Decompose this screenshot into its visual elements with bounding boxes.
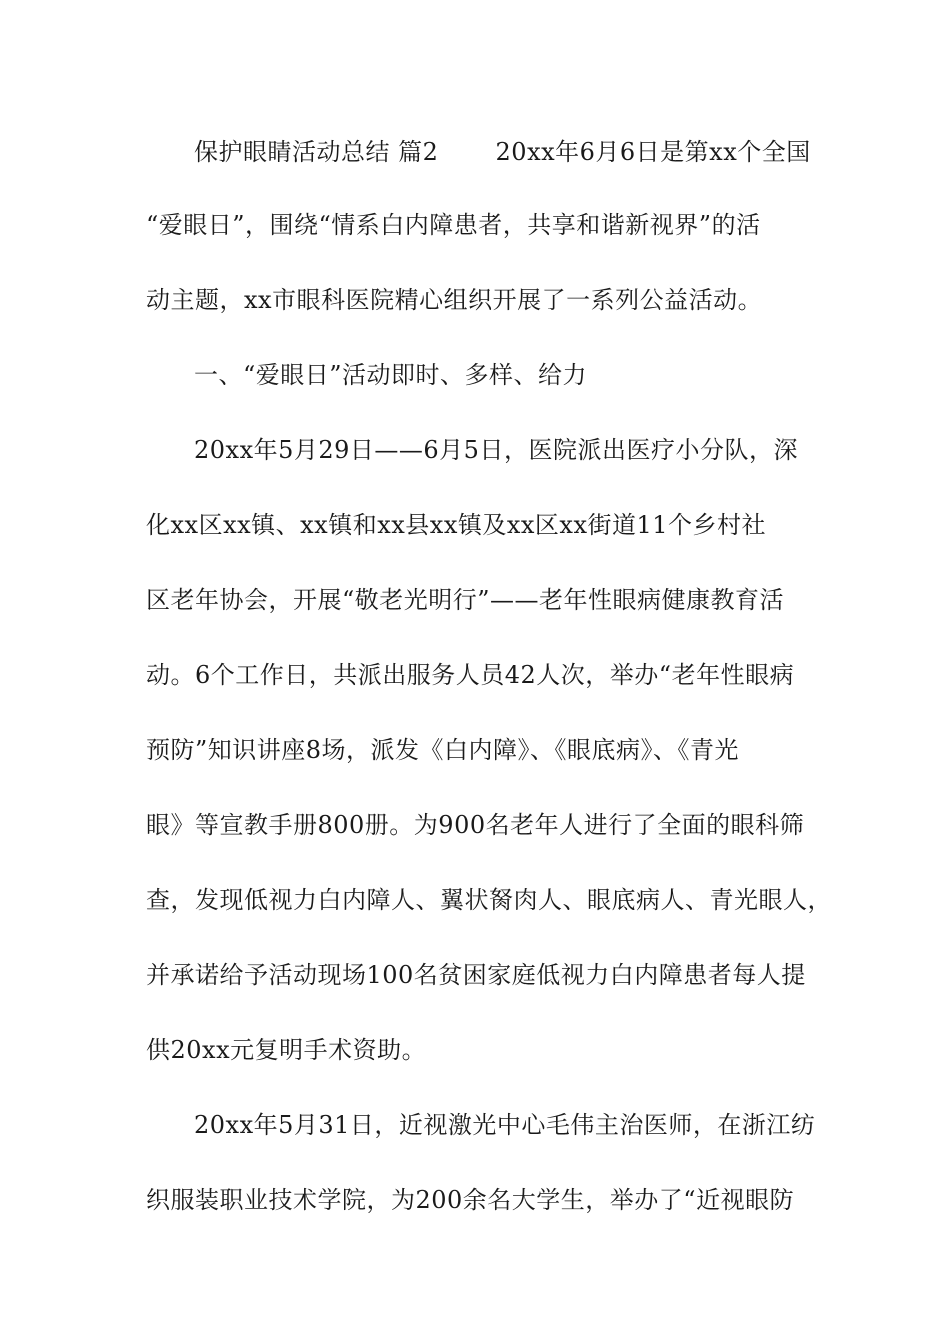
text-line-9: 预防”知识讲座8场，派发《白内障》、《眼底病》、《青光 <box>146 736 740 764</box>
text-line-2: “爱眼日”，围绕“情系白内障患者，共享和谐新视界”的活 <box>146 211 761 239</box>
text-line-10: 眼》等宣教手册800册。为900名老年人进行了全面的眼科筛 <box>146 811 805 839</box>
text-line-1: 保护眼睛活动总结 篇2 20xx年6月6日是第xx个全国 <box>194 138 811 166</box>
text-line-8: 动。6个工作日，共派出服务人员42人次，举办“老年性眼病 <box>146 661 795 689</box>
text-line-11: 查，发现低视力白内障人、翼状胬肉人、眼底病人、青光眼人， <box>146 886 832 914</box>
text-line-12: 并承诺给予活动现场100名贫困家庭低视力白内障患者每人提 <box>146 961 806 989</box>
text-line-15: 织服装职业技术学院，为200余名大学生，举办了“近视眼防 <box>146 1186 795 1214</box>
text-line-3: 动主题，xx市眼科医院精心组织开展了一系列公益活动。 <box>146 286 763 314</box>
section-heading: 一、“爱眼日”活动即时、多样、给力 <box>194 361 588 389</box>
text-line-6: 化xx区xx镇、xx镇和xx县xx镇及xx区xx街道11个乡村社 <box>146 511 767 539</box>
text-line-5: 20xx年5月29日——6月5日，医院派出医疗小分队，深 <box>194 436 798 464</box>
text-line-7: 区老年协会，开展“敬老光明行”——老年性眼病健康教育活 <box>146 586 785 614</box>
text-line-14: 20xx年5月31日，近视激光中心毛伟主治医师，在浙江纺 <box>194 1111 816 1139</box>
text-line-13: 供20xx元复明手术资助。 <box>146 1036 427 1064</box>
